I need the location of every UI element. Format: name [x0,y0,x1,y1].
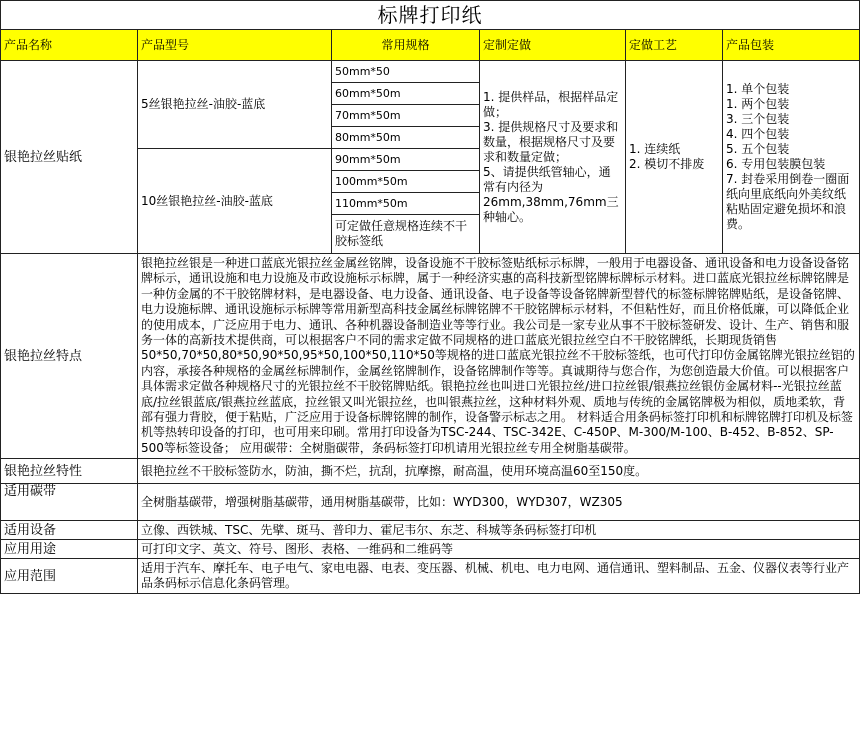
title-row [1,1,860,30]
header-package: 产品包装 [723,30,860,61]
custom-line: 1. 提供样品，根据样品定做； [483,89,619,119]
header-row [1,30,860,61]
size-cell: 70mm*50m [332,105,480,127]
ribbon-row [1,484,860,521]
usage-text: 可打印文字、英文、符号、图形、表格、一维码和二维码等 [138,540,860,559]
package-line: 7. 封卷采用倒卷一圈面纸向里底纸向外美纹纸粘贴固定避免损坏和浪费。 [726,172,850,231]
custom-line: 3. 提供规格尺寸及要求和数量，根据规格尺寸及要求和数量定做； [483,119,619,164]
package-line: 3. 三个包装 [726,112,790,126]
features-text: 银艳拉丝银是一种进口蓝底光银拉丝金属丝铭牌，设备设施不干胶标签贴纸标示标牌，一般用于电器设备、通讯设备和电力设备设备铭牌标示，通讯设施和电力设施及市政设施标示标牌，属于一种经济实惠的高科技新型铭牌标牌标示材料。进口蓝底光银拉丝标牌铭牌是一种仿金属的不干胶铭牌材料，是电器设备、电力设备、通讯设备、电子设备等设备铭牌新型替代的标签标牌铭牌贴纸，是设备铭牌、电力设施标牌、通讯设施标示标牌等常用新型高科技金属丝标牌铭牌不干胶铭牌标示材料，不但粘性好，而且价格低廉，可以降低企业的使用成本，广泛应用于电力、通讯、各种机器设备制造业等等行业。我公司是一家专业从事不干胶标签研发、设计、生产、销售和服务一体的高新技术提供商，可以根据客户不同的需求定做不同规格的进口蓝底光银拉丝空白不干胶铭牌纸，长期现货销售50*50,70*50,80*50,90*50,95*50,100*50,110*50等规格的进口蓝底光银拉丝不干胶标签纸，也可代打印仿金属铭牌光银拉丝铝的内容，承接各种规格的金属丝标牌制作，金属丝铭牌制作，设备铭牌制作等等。真诚期待与您合作，为您创造最大价值。可以根据客户具体需求定做各种规格尺寸的光银拉丝不干胶铭牌贴纸。银艳拉丝也叫进口光银拉丝/进口拉丝银/银燕拉丝银仿金属材料--光银拉丝蓝底/拉丝银蓝底/银燕拉丝蓝底，拉丝银又叫光银拉丝，也叫银燕拉丝，这种材料外观、质地与传统的金属铭牌极为相似，质地柔软，背部有强力背胶，便于粘贴，广泛应用于设备标牌铭牌的制作，设备警示标志之用。 材料适合用条码标签打印机和标牌铭牌打印机及标签机等热转印设备的打印，也可用来印刷。常用打印设备为TSC-244、TSC-342E、C-450P、M-300/M-100、B-452、B-852、SP-500等标签设备； 应用碳带：全树脂碳带，条码标签打印机请用光银拉丝专用全树脂基碳带。 [138,254,860,459]
properties-row [1,459,860,484]
size-cell: 50mm*50 [332,61,480,83]
process-line: 2. 模切不排废 [629,157,705,171]
page-title: 标牌打印纸 [1,1,860,30]
scope-row [1,559,860,594]
custom-cell [480,61,626,254]
header-name: 产品名称 [1,30,138,61]
package-line: 6. 专用包装膜包装 [726,157,826,171]
size-cell: 100mm*50m [332,171,480,193]
ribbon-text: 全树脂基碳带，增强树脂基碳带，通用树脂基碳带，比如：WYD300，WYD307，WZ305 [138,484,860,521]
package-line: 1. 两个包装 [726,97,790,111]
equipment-label: 适用设备 [1,521,138,540]
package-line: 1. 单个包装 [726,82,790,96]
custom-line: 5、请提供纸管轴心，通常有内径为26mm,38mm,76mm三种轴心。 [483,164,619,224]
properties-label: 银艳拉丝特性 [1,459,138,484]
package-cell [723,61,860,254]
usage-label: 应用用途 [1,540,138,559]
model-5: 5丝银艳拉丝-油胶-蓝底 [138,61,332,149]
product-name: 银艳拉丝贴纸 [1,61,138,254]
features-row [1,254,860,459]
features-label: 银艳拉丝特点 [1,254,138,459]
scope-label: 应用范围 [1,559,138,594]
ribbon-label: 适用碳带 [1,484,138,521]
header-model: 产品型号 [138,30,332,61]
scope-text: 适用于汽车、摩托车、电子电气、家电电器、电表、变压器、机械、机电、电力电网、通信通讯、塑料制品、五金、仪器仪表等行业产品条码标示信息化条码管理。 [138,559,860,594]
header-process: 定做工艺 [626,30,723,61]
equipment-text: 立像、西铁城、TSC、先擘、斑马、普印力、霍尼韦尔、东芝、科城等条码标签打印机 [138,521,860,540]
header-custom: 定制定做 [480,30,626,61]
process-cell [626,61,723,254]
size-cell: 90mm*50m [332,149,480,171]
process-line: 1. 连续纸 [629,142,681,156]
size-cell: 60mm*50m [332,83,480,105]
size-cell: 110mm*50m [332,193,480,215]
equipment-row [1,521,860,540]
usage-row [1,540,860,559]
model-10: 10丝银艳拉丝-油胶-蓝底 [138,149,332,254]
header-spec: 常用规格 [332,30,480,61]
size-cell: 80mm*50m [332,127,480,149]
package-line: 4. 四个包装 [726,127,790,141]
package-line: 5. 五个包装 [726,142,790,156]
size-row-1 [1,61,860,83]
properties-text: 银艳拉丝不干胶标签防水，防油，撕不烂，抗刮，抗摩擦，耐高温，使用环境高温60至150度。 [138,459,860,484]
size-cell-custom: 可定做任意规格连续不干胶标签纸 [332,215,480,254]
